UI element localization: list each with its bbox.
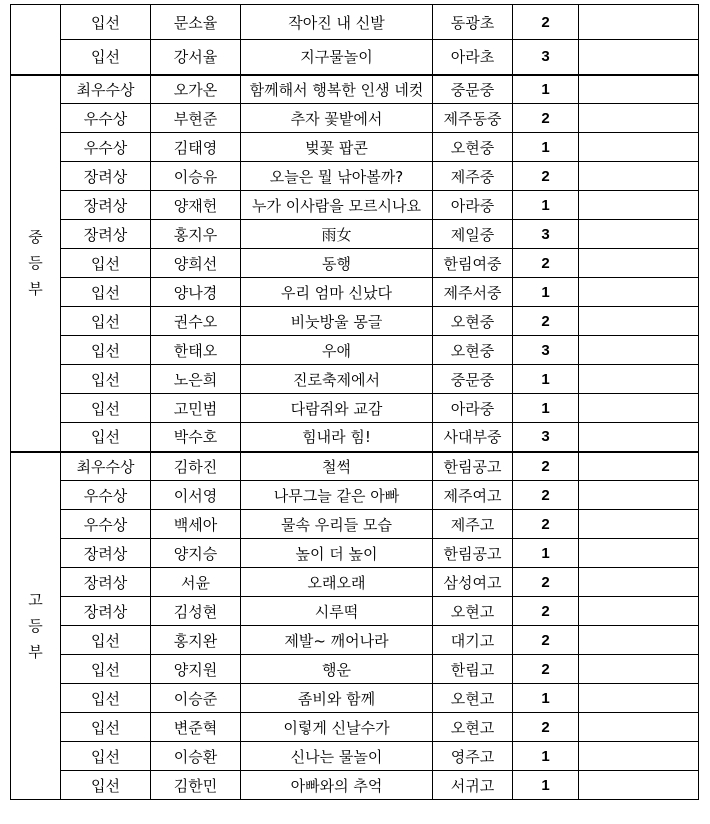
title-cell: 좀비와 함께	[241, 684, 433, 713]
count-cell: 2	[513, 568, 579, 597]
note-cell	[579, 597, 699, 626]
title-cell: 비눗방울 몽글	[241, 307, 433, 336]
award-cell: 입선	[61, 336, 151, 365]
name-cell: 박수호	[151, 423, 241, 452]
table-row	[11, 394, 699, 423]
count-cell: 2	[513, 481, 579, 510]
note-cell	[579, 191, 699, 220]
award-cell: 장려상	[61, 220, 151, 249]
school-cell: 한림여중	[433, 249, 513, 278]
division-char: 중	[28, 228, 43, 246]
note-cell	[579, 684, 699, 713]
name-cell: 홍지완	[151, 626, 241, 655]
division-char: 등	[28, 254, 43, 272]
award-cell: 입선	[61, 394, 151, 423]
table-row	[11, 539, 699, 568]
name-cell: 양지승	[151, 539, 241, 568]
title-cell: 시루떡	[241, 597, 433, 626]
title-cell: 아빠와의 추억	[241, 771, 433, 800]
table-row	[11, 191, 699, 220]
award-cell: 입선	[61, 40, 151, 75]
title-cell: 이렇게 신날수가	[241, 713, 433, 742]
school-cell: 아라중	[433, 191, 513, 220]
table-row	[11, 307, 699, 336]
award-cell: 입선	[61, 626, 151, 655]
count-cell: 2	[513, 452, 579, 481]
school-cell: 한림공고	[433, 452, 513, 481]
name-cell: 양나경	[151, 278, 241, 307]
school-cell: 아라중	[433, 394, 513, 423]
count-cell: 1	[513, 75, 579, 104]
name-cell: 양희선	[151, 249, 241, 278]
count-cell: 3	[513, 336, 579, 365]
school-cell: 오현중	[433, 336, 513, 365]
title-cell: 제발~ 깨어나라	[241, 626, 433, 655]
award-cell: 입선	[61, 307, 151, 336]
title-cell: 오늘은 뭘 낚아볼까?	[241, 162, 433, 191]
table-row	[11, 104, 699, 133]
name-cell: 노은희	[151, 365, 241, 394]
division-char: 부	[28, 280, 43, 298]
name-cell: 김한민	[151, 771, 241, 800]
title-cell: 지구물놀이	[241, 40, 433, 75]
table-row	[11, 278, 699, 307]
school-cell: 오현고	[433, 597, 513, 626]
table-row	[11, 249, 699, 278]
count-cell: 1	[513, 684, 579, 713]
table-row	[11, 423, 699, 452]
name-cell: 문소율	[151, 5, 241, 40]
title-cell: 진로축제에서	[241, 365, 433, 394]
count-cell: 1	[513, 191, 579, 220]
table-row	[11, 75, 699, 104]
awards-table-body	[11, 5, 699, 800]
note-cell	[579, 655, 699, 684]
school-cell: 중문중	[433, 365, 513, 394]
award-cell: 입선	[61, 655, 151, 684]
name-cell: 이서영	[151, 481, 241, 510]
name-cell: 김성현	[151, 597, 241, 626]
count-cell: 3	[513, 220, 579, 249]
name-cell: 고민범	[151, 394, 241, 423]
note-cell	[579, 568, 699, 597]
name-cell: 양재헌	[151, 191, 241, 220]
award-cell: 장려상	[61, 597, 151, 626]
count-cell: 2	[513, 104, 579, 133]
note-cell	[579, 539, 699, 568]
award-cell: 입선	[61, 278, 151, 307]
table-row	[11, 597, 699, 626]
school-cell: 사대부중	[433, 423, 513, 452]
division-char: 등	[28, 616, 43, 635]
note-cell	[579, 249, 699, 278]
count-cell: 2	[513, 510, 579, 539]
award-cell: 입선	[61, 742, 151, 771]
school-cell: 오현중	[433, 133, 513, 162]
award-cell: 장려상	[61, 539, 151, 568]
note-cell	[579, 220, 699, 249]
title-cell: 雨女	[241, 220, 433, 249]
title-cell: 나무그늘 같은 아빠	[241, 481, 433, 510]
table-row	[11, 40, 699, 75]
school-cell: 오현고	[433, 713, 513, 742]
table-row	[11, 713, 699, 742]
title-cell: 함께해서 행복한 인생 네컷	[241, 75, 433, 104]
note-cell	[579, 771, 699, 800]
note-cell	[579, 162, 699, 191]
school-cell: 제주서중	[433, 278, 513, 307]
school-cell: 동광초	[433, 5, 513, 40]
title-cell: 철썩	[241, 452, 433, 481]
name-cell: 김하진	[151, 452, 241, 481]
count-cell: 2	[513, 307, 579, 336]
title-cell: 우애	[241, 336, 433, 365]
count-cell: 2	[513, 162, 579, 191]
division-cell	[11, 452, 61, 800]
name-cell: 강서율	[151, 40, 241, 75]
note-cell	[579, 481, 699, 510]
title-cell: 물속 우리들 모습	[241, 510, 433, 539]
division-cell	[11, 5, 61, 75]
award-cell: 최우수상	[61, 452, 151, 481]
count-cell: 1	[513, 539, 579, 568]
award-cell: 장려상	[61, 568, 151, 597]
title-cell: 오래오래	[241, 568, 433, 597]
name-cell: 백세아	[151, 510, 241, 539]
note-cell	[579, 40, 699, 75]
table-row	[11, 133, 699, 162]
table-row	[11, 365, 699, 394]
award-cell: 입선	[61, 365, 151, 394]
title-cell: 추자 꽃밭에서	[241, 104, 433, 133]
division-char: 부	[28, 642, 43, 661]
note-cell	[579, 713, 699, 742]
count-cell: 2	[513, 597, 579, 626]
name-cell: 이승준	[151, 684, 241, 713]
award-cell: 입선	[61, 5, 151, 40]
table-row	[11, 162, 699, 191]
note-cell	[579, 423, 699, 452]
count-cell: 2	[513, 249, 579, 278]
table-row	[11, 336, 699, 365]
division-char: 고	[28, 590, 43, 609]
name-cell: 이승환	[151, 742, 241, 771]
award-cell: 장려상	[61, 191, 151, 220]
school-cell: 대기고	[433, 626, 513, 655]
table-row	[11, 452, 699, 481]
table-row	[11, 626, 699, 655]
note-cell	[579, 394, 699, 423]
award-cell: 입선	[61, 249, 151, 278]
count-cell: 2	[513, 655, 579, 684]
award-cell: 우수상	[61, 133, 151, 162]
award-cell: 최우수상	[61, 75, 151, 104]
award-cell: 장려상	[61, 162, 151, 191]
count-cell: 2	[513, 5, 579, 40]
school-cell: 한림고	[433, 655, 513, 684]
award-cell: 입선	[61, 423, 151, 452]
note-cell	[579, 452, 699, 481]
title-cell: 작아진 내 신발	[241, 5, 433, 40]
count-cell: 1	[513, 394, 579, 423]
school-cell: 제일중	[433, 220, 513, 249]
school-cell: 오현중	[433, 307, 513, 336]
table-row	[11, 684, 699, 713]
school-cell: 제주고	[433, 510, 513, 539]
school-cell: 오현고	[433, 684, 513, 713]
school-cell: 영주고	[433, 742, 513, 771]
table-row	[11, 655, 699, 684]
award-cell: 입선	[61, 771, 151, 800]
school-cell: 한림공고	[433, 539, 513, 568]
table-row	[11, 742, 699, 771]
name-cell: 홍지우	[151, 220, 241, 249]
title-cell: 누가 이사람을 모르시나요	[241, 191, 433, 220]
note-cell	[579, 104, 699, 133]
school-cell: 제주동중	[433, 104, 513, 133]
count-cell: 2	[513, 713, 579, 742]
school-cell: 제주여고	[433, 481, 513, 510]
table-row	[11, 568, 699, 597]
award-cell: 입선	[61, 713, 151, 742]
count-cell: 3	[513, 423, 579, 452]
note-cell	[579, 742, 699, 771]
title-cell: 신나는 물놀이	[241, 742, 433, 771]
name-cell: 한태오	[151, 336, 241, 365]
note-cell	[579, 5, 699, 40]
count-cell: 2	[513, 626, 579, 655]
note-cell	[579, 336, 699, 365]
table-row	[11, 5, 699, 40]
name-cell: 오가온	[151, 75, 241, 104]
division-cell	[11, 75, 61, 452]
count-cell: 1	[513, 133, 579, 162]
name-cell: 김태영	[151, 133, 241, 162]
name-cell: 부현준	[151, 104, 241, 133]
note-cell	[579, 626, 699, 655]
name-cell: 변준혁	[151, 713, 241, 742]
name-cell: 서윤	[151, 568, 241, 597]
name-cell: 양지원	[151, 655, 241, 684]
note-cell	[579, 278, 699, 307]
awards-table	[10, 4, 699, 800]
title-cell: 행운	[241, 655, 433, 684]
note-cell	[579, 75, 699, 104]
award-cell: 우수상	[61, 510, 151, 539]
title-cell: 벚꽃 팝콘	[241, 133, 433, 162]
table-row	[11, 220, 699, 249]
count-cell: 3	[513, 40, 579, 75]
count-cell: 1	[513, 278, 579, 307]
note-cell	[579, 307, 699, 336]
school-cell: 삼성여고	[433, 568, 513, 597]
table-row	[11, 510, 699, 539]
school-cell: 아라초	[433, 40, 513, 75]
school-cell: 중문중	[433, 75, 513, 104]
title-cell: 높이 더 높이	[241, 539, 433, 568]
award-cell: 우수상	[61, 481, 151, 510]
note-cell	[579, 365, 699, 394]
count-cell: 1	[513, 365, 579, 394]
count-cell: 1	[513, 771, 579, 800]
title-cell: 우리 엄마 신났다	[241, 278, 433, 307]
note-cell	[579, 510, 699, 539]
title-cell: 힘내라 힘!	[241, 423, 433, 452]
title-cell: 동행	[241, 249, 433, 278]
table-row	[11, 771, 699, 800]
award-cell: 입선	[61, 684, 151, 713]
school-cell: 제주중	[433, 162, 513, 191]
table-row	[11, 481, 699, 510]
name-cell: 권수오	[151, 307, 241, 336]
school-cell: 서귀고	[433, 771, 513, 800]
count-cell: 1	[513, 742, 579, 771]
award-cell: 우수상	[61, 104, 151, 133]
note-cell	[579, 133, 699, 162]
name-cell: 이승유	[151, 162, 241, 191]
title-cell: 다람쥐와 교감	[241, 394, 433, 423]
